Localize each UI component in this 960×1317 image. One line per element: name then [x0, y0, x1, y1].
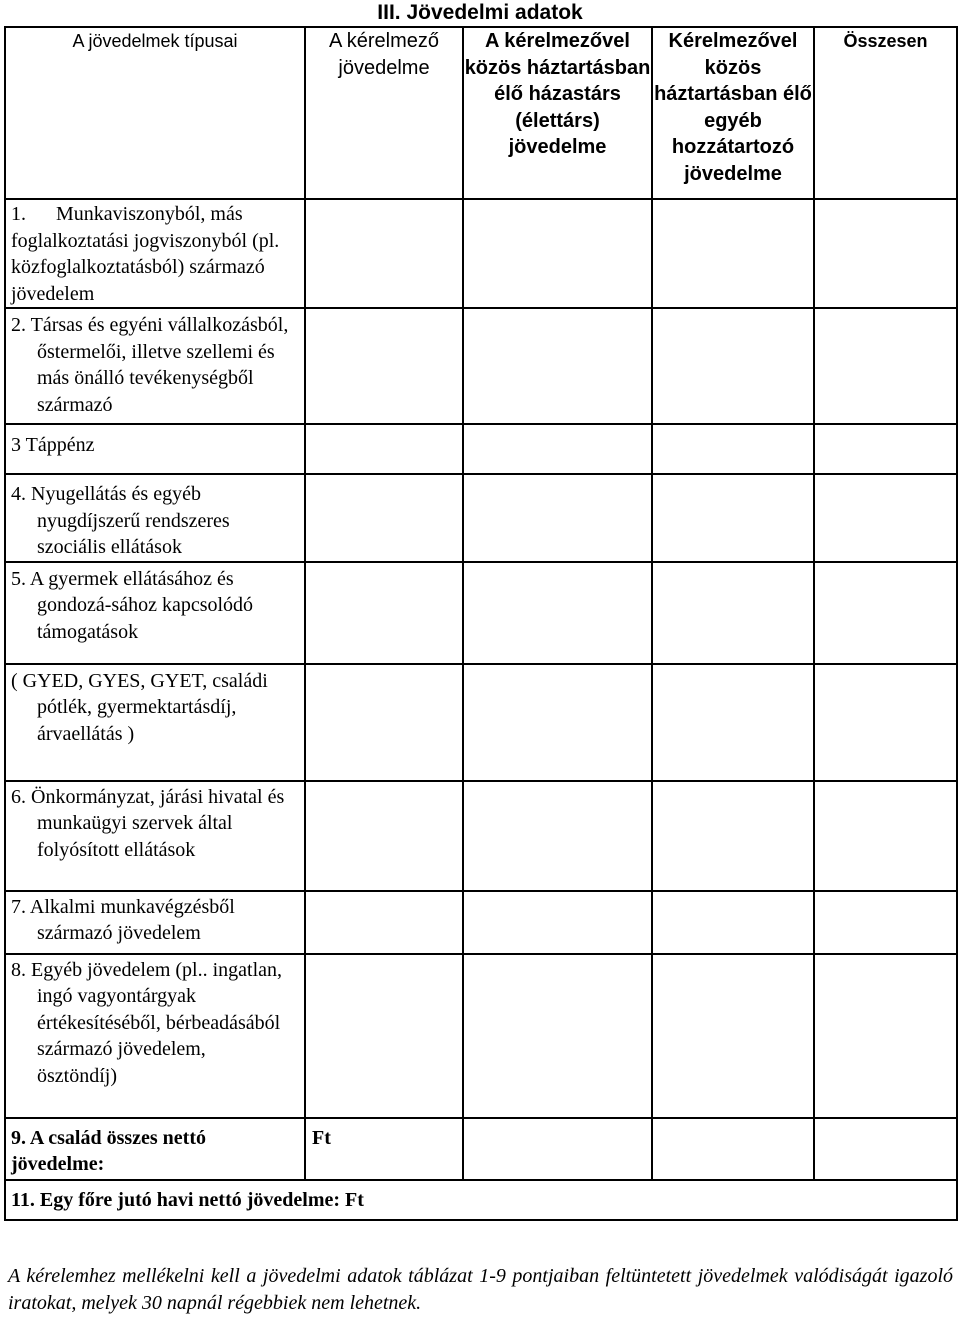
row-label-child-support: 5. A gyermek ellátásához és gondozá-sához kapcsolódó támogatások — [11, 567, 254, 643]
row-label-sick-pay: 3 Táppénz — [11, 434, 95, 456]
spouse-value-cell[interactable] — [464, 955, 653, 1119]
applicant-value-cell[interactable] — [306, 475, 464, 563]
total-value-cell[interactable] — [815, 1119, 958, 1181]
applicant-value-cell[interactable] — [306, 200, 464, 309]
header-row — [6, 28, 958, 200]
total-value-cell[interactable] — [815, 782, 958, 892]
table-row — [6, 309, 958, 425]
section-title: III. Jövedelmi adatok — [377, 1, 583, 24]
row-label-municipal-benefits: 6. Önkormányzat, járási hivatal és munkaügyi szervek által folyósított ellátások — [11, 785, 285, 861]
table-row — [6, 782, 958, 892]
other-value-cell[interactable] — [653, 425, 815, 475]
applicant-value-cell[interactable] — [306, 309, 464, 425]
per-capita-row — [6, 1181, 958, 1221]
income-table — [4, 26, 958, 1221]
other-value-cell[interactable] — [653, 200, 815, 309]
spouse-value-cell[interactable] — [464, 782, 653, 892]
spouse-value-cell[interactable] — [464, 425, 653, 475]
table-row — [6, 665, 958, 782]
spouse-value-cell[interactable] — [464, 892, 653, 955]
applicant-value-cell[interactable] — [306, 563, 464, 665]
total-value-cell[interactable] — [815, 892, 958, 955]
spouse-value-cell[interactable] — [464, 665, 653, 782]
other-value-cell[interactable] — [653, 782, 815, 892]
other-value-cell[interactable] — [653, 309, 815, 425]
other-value-cell[interactable] — [653, 955, 815, 1119]
row-label-enterprise: 2. Társas és egyéni vállalkozásból, őstermelői, illetve szellemi és más önálló tevékenységből származó — [11, 314, 289, 416]
other-value-cell[interactable] — [653, 475, 815, 563]
total-value-cell[interactable] — [815, 425, 958, 475]
spouse-value-cell[interactable] — [464, 200, 653, 309]
net-total-row — [6, 1119, 958, 1181]
table-row — [6, 200, 958, 309]
row-label-employment-line1: 1. Munkaviszonyból, más — [11, 203, 243, 225]
row-label-pension: 4. Nyugellátás és egyéb nyugdíjszerű rendszeres szociális ellátások — [11, 483, 230, 558]
net-total-unit: Ft — [306, 1119, 464, 1181]
footnote: A kérelemhez mellékelni kell a jövedelmi adatok táblázat 1-9 pontjaiban feltüntetett jövedelmek valódiságát igazoló iratokat, melyek 30 napnál régebbiek nem lehetnek. — [8, 1265, 953, 1314]
header-spouse-income: A kérelmezővel közös háztartásban élő házastárs (élettárs) jövedelme — [464, 28, 653, 200]
spouse-value-cell[interactable] — [464, 1119, 653, 1181]
row-label-casual-work: 7. Alkalmi munkavégzésből származó jövedelem — [11, 895, 235, 944]
spouse-value-cell[interactable] — [464, 563, 653, 665]
other-value-cell[interactable] — [653, 665, 815, 782]
applicant-value-cell[interactable] — [306, 892, 464, 955]
spouse-value-cell[interactable] — [464, 309, 653, 425]
applicant-value-cell[interactable] — [306, 425, 464, 475]
total-value-cell[interactable] — [815, 200, 958, 309]
total-value-cell[interactable] — [815, 563, 958, 665]
spouse-value-cell[interactable] — [464, 475, 653, 563]
total-value-cell[interactable] — [815, 955, 958, 1119]
total-value-cell[interactable] — [815, 309, 958, 425]
net-total-label: 9. A család összes nettó jövedelme: — [6, 1119, 306, 1181]
header-total: Összesen — [815, 28, 958, 200]
header-other-relative-income: Kérelmezővel közös háztartásban élő egyéb hozzátartozó jövedelme — [653, 28, 815, 200]
table-row — [6, 955, 958, 1119]
other-value-cell[interactable] — [653, 563, 815, 665]
total-value-cell[interactable] — [815, 475, 958, 563]
table-row — [6, 425, 958, 475]
per-capita-label: 11. Egy főre jutó havi nettó jövedelme: Ft — [6, 1181, 958, 1221]
applicant-value-cell[interactable] — [306, 955, 464, 1119]
header-income-types: A jövedelmek típusai — [6, 28, 306, 200]
row-label-employment-rest: foglalkoztatási jogviszonyból (pl. közfoglalkoztatásból) származó jövedelem — [11, 229, 280, 305]
applicant-value-cell[interactable] — [306, 782, 464, 892]
row-label-other-income: 8. Egyéb jövedelem (pl.. ingatlan, ingó vagyontárgyak értékesítéséből, bérbeadásából származó jövedelem, ösztöndíj) — [11, 958, 283, 1087]
other-value-cell[interactable] — [653, 1119, 815, 1181]
row-label-family-benefits: ( GYED, GYES, GYET, családi pótlék, gyermektartásdíj, árvaellátás ) — [11, 669, 268, 745]
header-applicant-income: A kérelmező jövedelme — [306, 28, 464, 200]
table-row — [6, 475, 958, 563]
other-value-cell[interactable] — [653, 892, 815, 955]
total-value-cell[interactable] — [815, 665, 958, 782]
table-row — [6, 892, 958, 955]
row-label-employment — [6, 200, 306, 309]
applicant-value-cell[interactable] — [306, 665, 464, 782]
table-row — [6, 563, 958, 665]
